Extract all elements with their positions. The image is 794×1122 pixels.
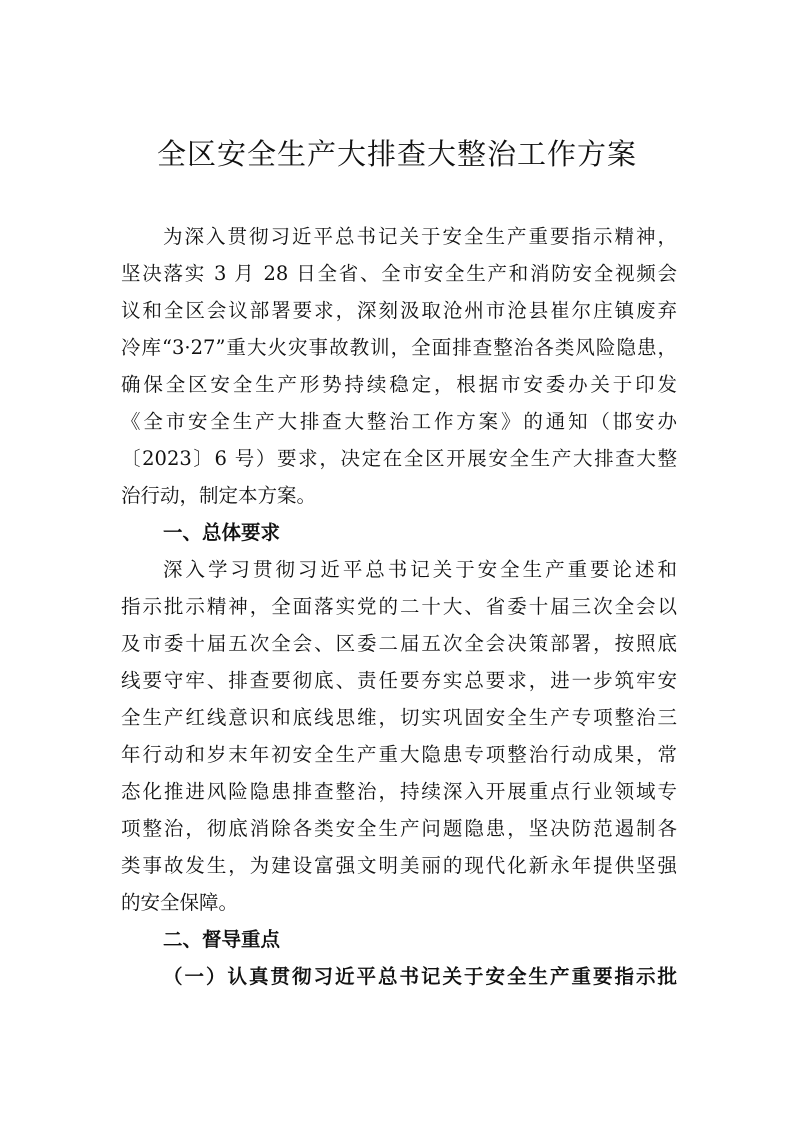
section1-line: 态化推进风险隐患排查整治，持续深入开展重点行业领域专: [121, 780, 677, 803]
section1-line: 类事故发生，为建设富强文明美丽的现代化新永年提供坚强: [121, 854, 677, 877]
section1-line: 的安全保障。: [121, 891, 239, 914]
page-title: 全区安全生产大排查大整治工作方案: [156, 137, 637, 171]
section-heading-overall-requirements: 一、总体要求: [163, 521, 281, 544]
intro-line: 《全市安全生产大排查大整治工作方案》的通知（邯安办: [121, 410, 677, 433]
intro-line: 〔2023〕6 号）要求，决定在全区开展安全生产大排查大整: [121, 447, 677, 470]
subsection-heading: （一）认真贯彻习近平总书记关于安全生产重要指示批: [163, 965, 677, 988]
intro-line: 坚决落实 3 月 28 日全省、全市安全生产和消防安全视频会: [121, 262, 677, 285]
intro-line: 确保全区安全生产形势持续稳定，根据市安委办关于印发: [121, 373, 677, 396]
intro-line: 冷库“3·27”重大火灾事故教训，全面排查整治各类风险隐患，: [121, 336, 677, 359]
section1-line: 全生产红线意识和底线思维，切实巩固安全生产专项整治三: [121, 706, 677, 729]
section1-line: 项整治，彻底消除各类安全生产问题隐患，坚决防范遏制各: [121, 817, 677, 840]
intro-line: 治行动，制定本方案。: [121, 484, 317, 507]
section1-line: 线要守牢、排查要彻底、责任要夯实总要求，进一步筑牢安: [121, 669, 677, 692]
section1-line: 年行动和岁末年初安全生产重大隐患专项整治行动成果，常: [121, 743, 677, 766]
intro-line: 为深入贯彻习近平总书记关于安全生产重要指示精神，: [163, 225, 677, 248]
section-heading-supervision-focus: 二、督导重点: [163, 928, 281, 951]
intro-line: 议和全区会议部署要求，深刻汲取沧州市沧县崔尔庄镇废弃: [121, 299, 677, 322]
section1-line: 及市委十届五次全会、区委二届五次全会决策部署，按照底: [121, 632, 677, 655]
section1-line: 指示批示精神，全面落实党的二十大、省委十届三次全会以: [121, 595, 677, 618]
document-body: [121, 218, 677, 995]
section1-line: 深入学习贯彻习近平总书记关于安全生产重要论述和: [163, 558, 677, 581]
